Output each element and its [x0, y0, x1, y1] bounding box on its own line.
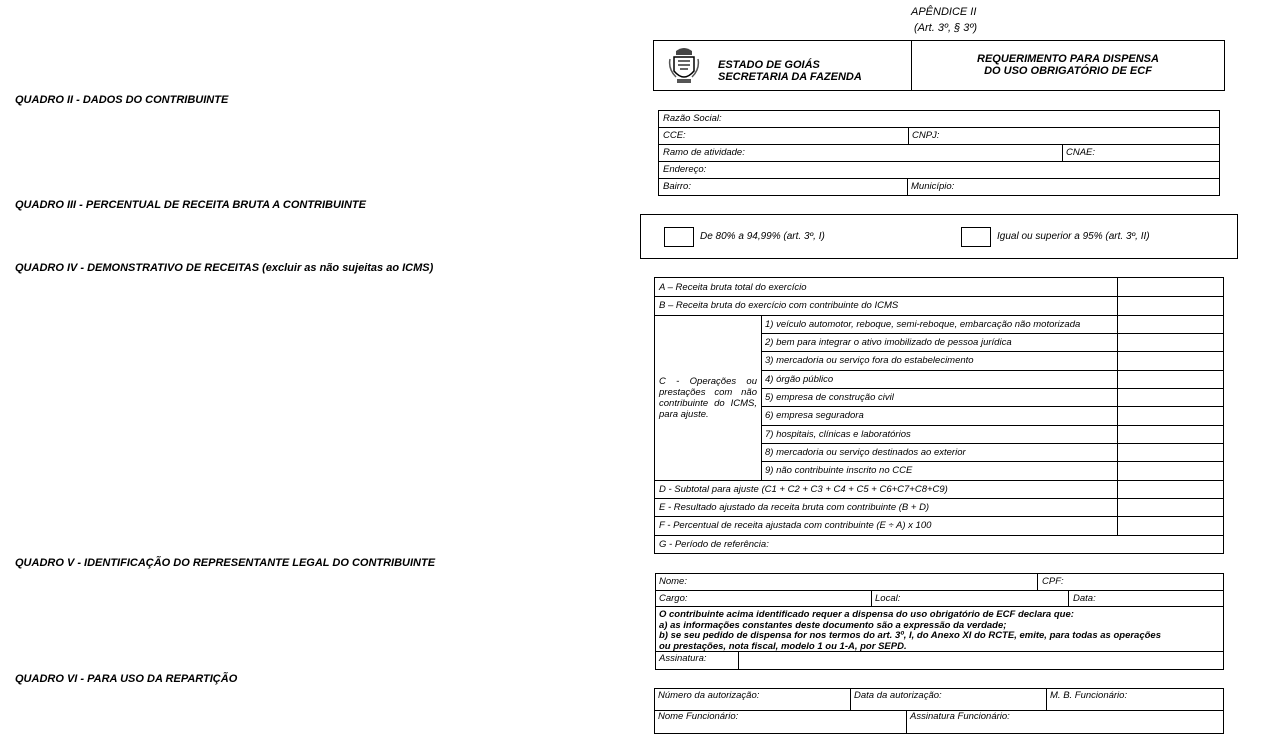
quadro-iii-heading: QUADRO III - PERCENTUAL DE RECEITA BRUTA A CONTRIBUINTE — [15, 199, 366, 211]
appendix-article: (Art. 3º, § 3º) — [914, 22, 978, 34]
declaration-line2: a) as informações constantes deste documento são a expressão da verdade; — [659, 620, 1007, 631]
c-item-7: 7) hospitais, clínicas e laboratórios — [765, 429, 911, 440]
c-item-5: 5) empresa de construção civil — [765, 392, 894, 403]
bairro-field[interactable]: Bairro: — [663, 181, 691, 192]
c-item-4: 4) órgão público — [765, 374, 834, 385]
state-name: ESTADO DE GOIÁS — [718, 59, 820, 71]
row-e-label: E - Resultado ajustado da receita bruta com contribuinte (B + D) — [659, 502, 930, 513]
nome-funcionario-field[interactable]: Nome Funcionário: — [658, 711, 739, 722]
request-title-line1: REQUERIMENTO PARA DISPENSA — [977, 53, 1159, 65]
quadro-v-heading: QUADRO V - IDENTIFICAÇÃO DO REPRESENTANTE LEGAL DO CONTRIBUINTE — [15, 557, 436, 569]
header-box — [653, 40, 1225, 91]
cnpj-field[interactable]: CNPJ: — [912, 130, 940, 141]
cargo-field[interactable]: Cargo: — [659, 593, 688, 604]
percentual-box — [640, 214, 1238, 259]
c-item-3: 3) mercadoria ou serviço fora do estabelecimento — [765, 355, 974, 366]
c-item-9: 9) não contribuinte inscrito no CCE — [765, 465, 913, 476]
cnae-field[interactable]: CNAE: — [1066, 147, 1096, 158]
assinatura-field[interactable]: Assinatura: — [659, 653, 707, 664]
declaration-line1: O contribuinte acima identificado requer a dispensa do uso obrigatório de ECF declara que: — [659, 609, 1074, 620]
receitas-table — [654, 277, 1224, 554]
row-f-label: F - Percentual de receita ajustada com contribuinte (E ÷ A) x 100 — [659, 520, 932, 531]
ramo-atividade-field[interactable]: Ramo de atividade: — [663, 147, 745, 158]
nome-field[interactable]: Nome: — [659, 576, 687, 587]
option1-checkbox[interactable] — [664, 227, 694, 247]
data-field[interactable]: Data: — [1073, 593, 1096, 604]
representante-table — [655, 573, 1224, 670]
quadro-vi-heading: QUADRO VI - PARA USO DA REPARTIÇÃO — [15, 673, 238, 685]
declaration-line3: b) se seu pedido de dispensa for nos termos do art. 3º, I, do Anexo XI do RCTE, emite, para todas as operações — [659, 630, 1161, 641]
data-autorizacao-field[interactable]: Data da autorização: — [854, 690, 942, 701]
c-item-2: 2) bem para integrar o ativo imobilizado de pessoa jurídica — [765, 337, 1012, 348]
row-c-label: C - Operações ou prestações com não contribuinte do ICMS, para ajuste. — [659, 376, 757, 420]
endereco-field[interactable]: Endereço: — [663, 164, 707, 175]
option2-label: Igual ou superior a 95% (art. 3º, II) — [997, 231, 1150, 242]
cpf-field[interactable]: CPF: — [1042, 576, 1064, 587]
goias-seal-icon — [668, 45, 700, 85]
request-title-line2: DO USO OBRIGATÓRIO DE ECF — [984, 65, 1152, 77]
option2-checkbox[interactable] — [961, 227, 991, 247]
razao-social-field[interactable]: Razão Social: — [663, 113, 722, 124]
quadro-iv-heading: QUADRO IV - DEMONSTRATIVO DE RECEITAS (excluir as não sujeitas ao ICMS) — [15, 262, 434, 274]
reparticao-table — [654, 688, 1224, 734]
row-g-label[interactable]: G - Período de referência: — [659, 539, 769, 550]
municipio-field[interactable]: Município: — [911, 181, 955, 192]
cce-field[interactable]: CCE: — [663, 130, 686, 141]
row-d-label: D - Subtotal para ajuste (C1 + C2 + C3 + C4 + C5 + C6+C7+C8+C9) — [659, 484, 948, 495]
mb-funcionario-field[interactable]: M. B. Funcionário: — [1050, 690, 1128, 701]
secretaria-name: SECRETARIA DA FAZENDA — [718, 71, 862, 83]
c-item-8: 8) mercadoria ou serviço destinados ao exterior — [765, 447, 966, 458]
row-a-label: A – Receita bruta total do exercício — [659, 282, 807, 293]
appendix-title: APÊNDICE II — [911, 6, 977, 18]
contribuinte-table — [658, 110, 1220, 196]
local-field[interactable]: Local: — [875, 593, 901, 604]
c-item-6: 6) empresa seguradora — [765, 410, 864, 421]
c-item-1: 1) veículo automotor, reboque, semi-reboque, embarcação não motorizada — [765, 319, 1081, 330]
row-b-label: B – Receita bruta do exercício com contribuinte do ICMS — [659, 300, 899, 311]
option1-label: De 80% a 94,99% (art. 3º, I) — [700, 231, 825, 242]
assinatura-funcionario-field[interactable]: Assinatura Funcionário: — [910, 711, 1010, 722]
declaration-line4: ou prestações, nota fiscal, modelo 1 ou 1-A, por SEPD. — [659, 641, 907, 652]
quadro-ii-heading: QUADRO II - DADOS DO CONTRIBUINTE — [15, 94, 229, 106]
numero-autorizacao-field[interactable]: Número da autorização: — [658, 690, 760, 701]
